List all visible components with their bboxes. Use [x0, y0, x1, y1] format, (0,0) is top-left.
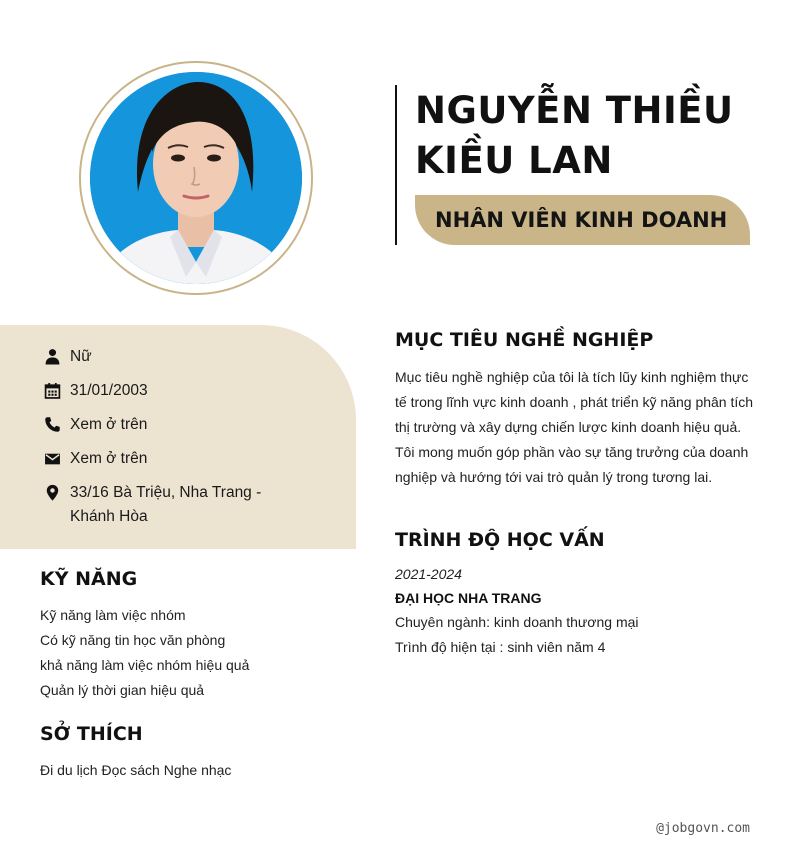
address-line-1: 33/16 Bà Triệu, Nha Trang - — [70, 484, 262, 501]
watermark: @jobgovn.com — [656, 821, 750, 836]
name-line-2: KIỀU LAN — [415, 139, 613, 182]
skills-title: KỸ NĂNG — [40, 568, 138, 590]
education-major: Chuyên ngành: kinh doanh thương mại — [395, 614, 639, 630]
phone-text: Xem ở trên — [70, 416, 148, 433]
name-line-1: NGUYỄN THIỀU — [415, 89, 734, 132]
contact-birthday — [44, 379, 148, 403]
skill-item: Có kỹ năng tin học văn phòng — [40, 632, 226, 648]
name-divider — [395, 85, 397, 245]
location-pin-icon — [44, 484, 61, 501]
objective-text: Mục tiêu nghề nghiệp của tôi là tích lũy kinh nghiệm thực tế trong lĩnh vực kinh doanh , phát triển kỹ năng phân tích thị trường và xây dựng chiến lược kinh doanh hiệu quả. Tôi mong muốn góp phần vào sự tăng trưởng của doanh nghiệp và hướng tới vai trò quản lý trong tương lai. — [395, 369, 754, 485]
birthday-text: 31/01/2003 — [70, 382, 148, 399]
gender-text: Nữ — [70, 348, 92, 365]
contact-address — [44, 481, 261, 529]
skill-item: khả năng làm việc nhóm hiệu quả — [40, 657, 250, 673]
mail-icon — [44, 450, 61, 467]
objective-title: MỤC TIÊU NGHỀ NGHIỆP — [395, 329, 654, 351]
education-years: 2021-2024 — [395, 566, 462, 582]
phone-icon — [44, 416, 61, 433]
skill-item: Quản lý thời gian hiệu quả — [40, 682, 205, 698]
person-icon — [44, 348, 61, 365]
education-title: TRÌNH ĐỘ HỌC VẤN — [395, 529, 605, 551]
email-text: Xem ở trên — [70, 450, 148, 467]
address-text — [70, 481, 261, 529]
contact-gender — [44, 345, 92, 369]
calendar-icon — [44, 382, 61, 399]
contact-phone — [44, 413, 147, 437]
education-level: Trình độ hiện tại : sinh viên năm 4 — [395, 639, 606, 655]
hobbies-text: Đi du lịch Đọc sách Nghe nhạc — [40, 762, 232, 778]
job-title: NHÂN VIÊN KINH DOANH — [435, 208, 728, 232]
contact-email — [44, 447, 147, 471]
avatar — [90, 72, 302, 284]
avatar-frame — [79, 61, 313, 295]
job-title-badge — [415, 195, 750, 245]
full-name — [415, 86, 775, 186]
address-line-2: Khánh Hòa — [70, 508, 148, 525]
portrait-illustration — [90, 72, 302, 284]
education-school: ĐẠI HỌC NHA TRANG — [395, 590, 542, 606]
hobbies-title: SỞ THÍCH — [40, 723, 143, 745]
skill-item: Kỹ năng làm việc nhóm — [40, 607, 186, 623]
